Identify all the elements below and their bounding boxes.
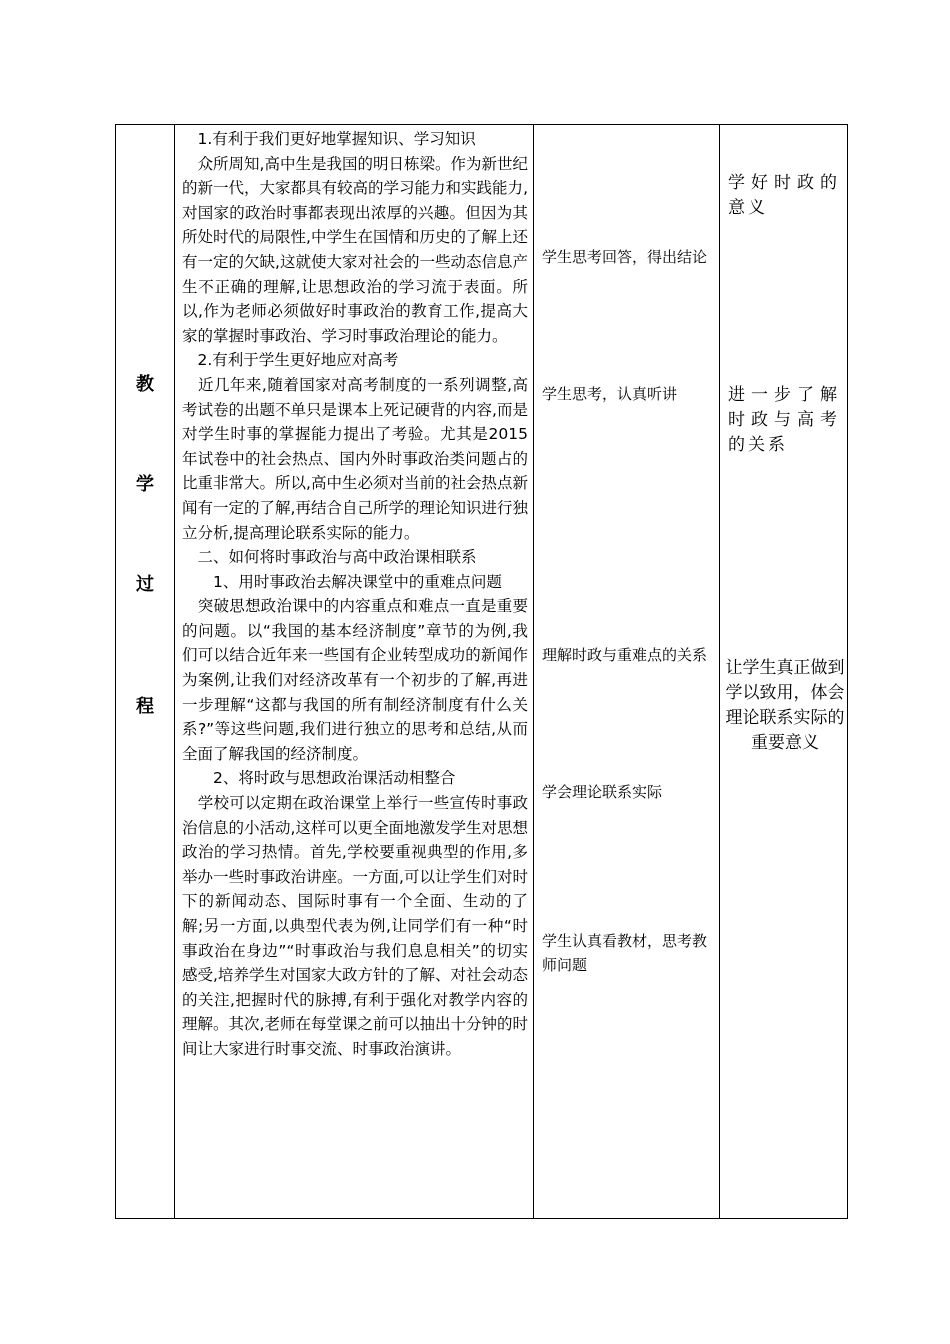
content-heading: 2.有利于学生更好地应对高考 xyxy=(182,351,399,370)
design-intent: 学好时政的意义 xyxy=(728,173,840,218)
content-heading: 1、用时事政治去解决课堂中的重难点问题 xyxy=(182,572,502,591)
student-activity: 学生认真看教材，思考教师问题 xyxy=(542,932,708,974)
column-divider xyxy=(533,125,534,1218)
student-activity: 学生思考回答，得出结论 xyxy=(542,248,708,266)
student-activity: 理解时政与重难点的关系 xyxy=(542,646,708,664)
column-divider xyxy=(174,125,175,1218)
content-paragraph: 突破思想政治课中的内容重点和难点一直是重要的问题。以“我国的基本经济制度”章节的为例,我们可以结合近年来一些国有企业转型成功的新闻作为案例,让我们对经济改革有一个初步的了解,再进一步理解“这都与我国的所有制经济制度有什么关系?”等这些问题,我们进行独立的思考和总结,从而全面了解我国的经济制度。 xyxy=(182,597,528,763)
section-label-char: 程 xyxy=(136,696,154,717)
content-paragraph: 众所周知,高中生是我国的明日栋梁。作为新世纪的新一代，大家都具有较高的学习能力和实践能力,对国家的政治时事都表现出浓厚的兴趣。但因为其所处时代的局限性,中学生在国情和历史的了解上还有一定的欠缺,这就使大家对社会的一些动态信息产生不正确的理解,让思想政治的学习流于表面。所以,作为老师必须做好时事政治的教育工作,提高大家的掌握时事政治、学习时事政治理论的能力。 xyxy=(182,154,528,345)
section-label xyxy=(116,125,174,1218)
content-paragraph: 学校可以定期在政治课堂上举行一些宣传时事政治信息的小活动,这样可以更全面地激发学生对思想政治的学习热情。首先,学校要重视典型的作用,多举办一些时事政治讲座。一方面,可以让学生们对时下的新闻动态、国际时事有一个全面、生动的了解;另一方面,以典型代表为例,让同学们有一种“时事政治在身边”“时事政治与我们息息相关”的切实感受,培养学生对国家大政方针的了解、对社会动态的关注,把握时代的脉搏,有利于强化对教学内容的理解。其次,老师在每堂课之前可以抽出十分钟的时间让大家进行时事交流、时事政治演讲。 xyxy=(182,794,528,1058)
section-label-char: 过 xyxy=(136,574,154,595)
student-activity: 学会理论联系实际 xyxy=(542,783,663,801)
content-heading: 二、如何将时事政治与高中政治课相联系 xyxy=(182,548,477,567)
teaching-content xyxy=(182,127,528,1062)
student-activity: 学生思考，认真听讲 xyxy=(542,385,678,403)
design-intent: 让学生真正做到学以致用，体会理论联系实际的重要意义 xyxy=(725,658,845,753)
section-label-char: 学 xyxy=(136,474,154,495)
design-intents xyxy=(721,125,848,1218)
section-label-char: 教 xyxy=(136,374,154,395)
content-heading: 1.有利于我们更好地掌握知识、学习知识 xyxy=(182,130,476,148)
lesson-table xyxy=(115,124,848,1219)
design-intent: 进一步了解时政与高考的关系 xyxy=(728,385,840,455)
content-paragraph: 近几年来,随着国家对高考制度的一系列调整,高考试卷的出题不单只是课本上死记硬背的内容,而是对学生时事的掌握能力提出了考验。尤其是2015年试卷中的社会热点、国内外时事政治类问题占的比重非常大。所以,高中生必须对当前的社会热点新闻有一定的了解,再结合自己所学的理论知识进行独立分析,提高理论联系实际的能力。 xyxy=(182,375,528,542)
student-activities xyxy=(542,125,720,1218)
content-heading: 2、将时政与思想政治课活动相整合 xyxy=(182,769,456,788)
